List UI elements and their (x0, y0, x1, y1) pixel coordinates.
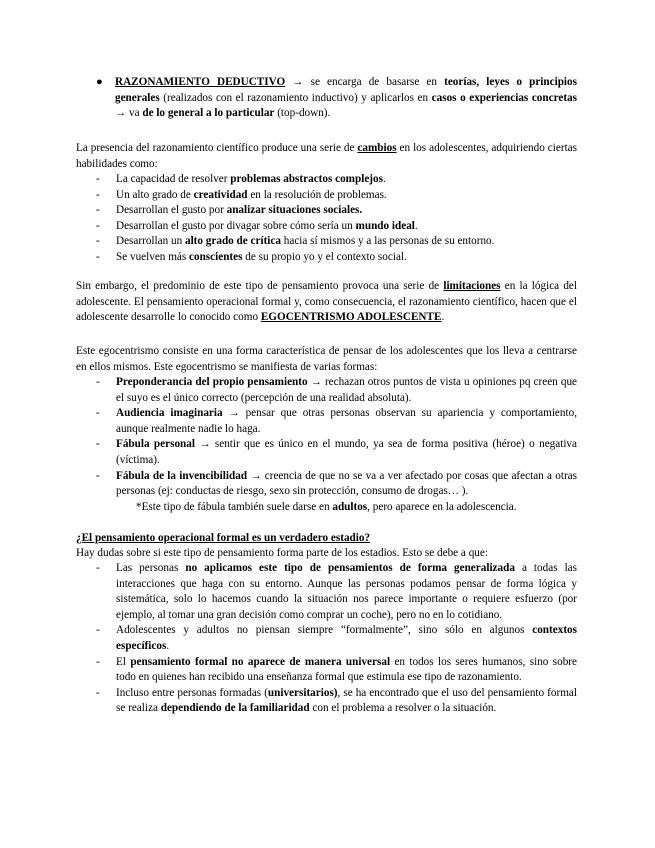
text-segment: Audiencia imaginaria (116, 407, 223, 420)
text-segment: en los adolescentes, adquiriendo ciertas habilidades como: (76, 142, 580, 170)
dash-marker: - (96, 235, 100, 248)
text-segment: con el problema a resolver o la situación. (309, 702, 497, 715)
text-segment: Preponderancia del propio pensamiento (116, 376, 308, 388)
text-segment: dependiendo de la familiaridad (160, 702, 310, 715)
list-item (76, 234, 577, 250)
text-segment: adultos (332, 501, 368, 513)
list-item (76, 250, 577, 266)
text-segment: → va (115, 107, 143, 120)
text-segment: (top-down). (274, 107, 331, 120)
text-segment: → pensar que otras personas observan su apariencia y comportamiento, aunque realmente nadie lo haga. (116, 407, 577, 435)
paragraph-changes (76, 141, 580, 172)
text-segment: . (441, 311, 445, 324)
text-segment: Este egocentrismo consiste en una forma característica de pensar de los adolescentes que los lleva a centrarse en ellos mismos. Este egocentrismo se manifiesta de varias formas: (76, 345, 580, 373)
text-segment: Desarrollan el gusto por divagar sobre cómo sería un (116, 219, 356, 232)
bullet-marker: ● (96, 76, 103, 88)
dash-marker: - (96, 204, 100, 217)
dash-marker: - (96, 173, 100, 185)
text-segment: universitarios) (267, 686, 338, 699)
text-segment: de lo general a lo particular (142, 107, 275, 120)
text-segment: contextos específicos (116, 624, 577, 652)
text-segment: Incluso entre personas formadas ( (116, 686, 268, 699)
text-segment: Fábula personal (116, 438, 195, 451)
list-item (76, 406, 577, 437)
list-item (76, 375, 577, 406)
egocentrism-forms-list (76, 375, 577, 500)
text-segment: casos o experiencias concretas (431, 91, 577, 104)
text-segment: no aplicamos este tipo de pensamientos de forma generalizada (185, 562, 515, 574)
text-segment: a todas las interacciones que haga con su entorno. Aunque las personas podamos pensar de forma lógica y sistemática, solo lo hacemos cuando la situación nos parece importante o requiere esfuerzo (por ejemplo, al tomar una gran decisión como comprar un coche), pero no en lo cotidiano. (116, 562, 577, 621)
text-segment: teorías, leyes o principios generales (115, 76, 577, 104)
list-item (76, 561, 577, 623)
dash-marker: - (96, 376, 100, 388)
abilities-list (76, 172, 577, 266)
paragraph-limitations (76, 279, 580, 326)
text-segment: . (382, 173, 386, 185)
text-segment: . (414, 219, 418, 232)
list-item (76, 437, 577, 468)
dash-marker: - (96, 655, 100, 668)
dash-marker: - (96, 188, 100, 201)
list-item (76, 623, 577, 654)
dash-marker: - (96, 250, 100, 263)
text-segment: de su propio yo y el contexto social. (242, 250, 407, 263)
text-segment: pensamiento formal no aparece de manera universal (130, 655, 391, 668)
dash-marker: - (96, 624, 100, 637)
text-segment: en todos los seres humanos, sino sobre todo en quienes han recibido una enseñanza formal que estimula ese tipo de razonamiento. (116, 655, 577, 684)
text-segment: creatividad (193, 188, 248, 201)
text-segment: → sentir que es único en el mundo, ya sea de forma positiva (héroe) o negativa (víctima). (116, 438, 577, 466)
text-segment: (realizados con el razonamiento inductivo) y aplicarlos en (159, 91, 432, 104)
list-item (76, 469, 577, 500)
dash-marker: - (96, 438, 100, 451)
text-segment: Hay dudas sobre si este tipo de pensamiento forma parte de los estadios. Esto se debe a que: (76, 547, 488, 559)
list-item (76, 188, 577, 204)
list-item (76, 203, 577, 219)
text-segment: Las personas (116, 562, 186, 574)
dash-marker: - (96, 469, 100, 482)
text-segment: alto grado de crítica (184, 235, 281, 248)
text-segment: La capacidad de resolver (116, 173, 231, 185)
text-segment: en la resolución de problemas. (247, 188, 387, 201)
list-item (76, 655, 577, 686)
text-segment: hacia sí mismos y a las personas de su entorno. (280, 235, 495, 248)
paragraph-doubts (76, 546, 577, 562)
deductive-reasoning-bullet (115, 75, 577, 122)
text-segment: Desarrollan el gusto por (116, 204, 227, 217)
text-segment: problemas abstractos complejos (230, 173, 383, 185)
text-segment: El (116, 655, 131, 668)
text-segment: mundo ideal (355, 219, 415, 232)
dash-marker: - (96, 562, 100, 574)
text-segment: Se vuelven más (116, 250, 190, 263)
section-heading: ¿El pensamiento operacional formal es un verdadero estadio? (76, 532, 371, 544)
text-segment: Sin embargo, el predominio de este tipo de pensamiento provoca una serie de (76, 280, 444, 292)
text-segment: en la lógica del adolescente. El pensamiento operacional formal y, como consecuencia, el razonamiento científico, hacen que el adolescente desarrolle lo conocido como (76, 280, 580, 324)
text-segment: RAZONAMIENTO DEDUCTIVO (115, 76, 286, 88)
text-segment: Un alto grado de (116, 188, 194, 201)
text-segment: La presencia del razonamiento científico produce una serie de (76, 142, 358, 154)
fable-note (136, 500, 577, 516)
text-segment: *Este tipo de fábula también suele darse en (136, 501, 333, 513)
list-item (76, 686, 577, 717)
text-segment: , pero aparece en la adolescencia. (367, 501, 517, 513)
dash-marker: - (96, 219, 100, 232)
text-segment: Fábula de la invencibilidad (116, 469, 248, 482)
text-segment: → rechazan otros puntos de vista u opiniones pq creen que el suyo es el único correcto (percepción de una realidad absoluta). (116, 376, 578, 404)
doubts-list (76, 561, 577, 717)
text-segment: → creencia de que no se va a ver afectado por cosas que afectan a otras personas (ej: conductas de riesgo, sexo sin protección, consumo de drogas… ). (116, 469, 578, 498)
dash-marker: - (96, 407, 100, 420)
paragraph-egocentrism (76, 344, 580, 375)
text-segment: , se ha encontrado que el uso del pensamiento formal se realiza (116, 686, 577, 715)
list-item (76, 172, 577, 188)
text-segment: Adolescentes y adultos no piensan siempre “formalmente”, sino sólo en algunos (116, 624, 533, 637)
text-segment: limitaciones (443, 280, 501, 292)
text-segment: cambios (357, 142, 397, 154)
text-segment: Desarrollan un (116, 235, 185, 248)
list-item (76, 219, 577, 235)
text-segment: EGOCENTRISMO ADOLESCENTE (260, 311, 442, 324)
dash-marker: - (96, 686, 100, 699)
text-segment: → se encarga de basarse en (285, 76, 445, 88)
text-segment: . (166, 639, 170, 652)
text-segment: conscientes (189, 250, 243, 263)
text-segment: analizar situaciones sociales. (226, 204, 363, 217)
